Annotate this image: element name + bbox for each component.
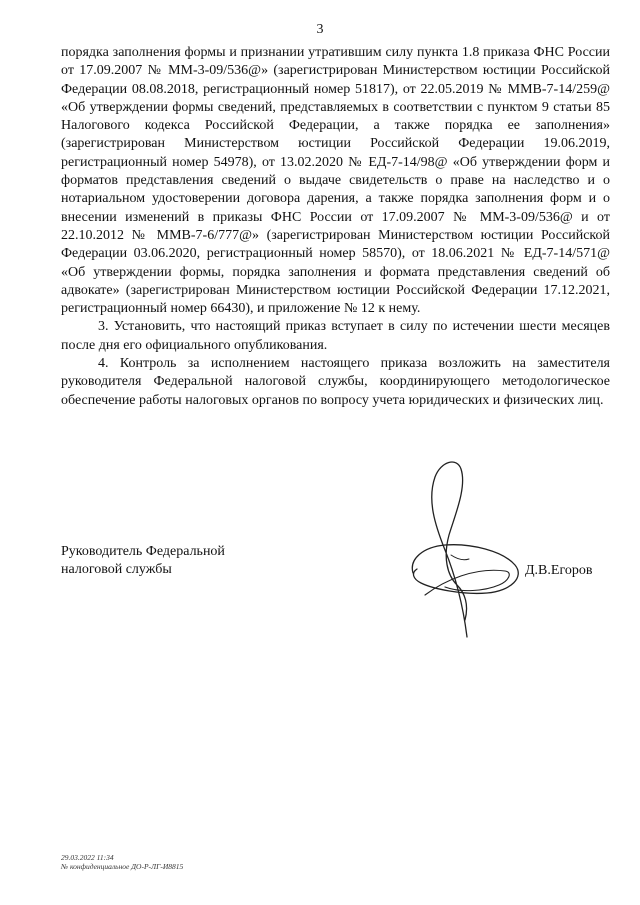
page-number: 3 xyxy=(316,22,324,37)
document-body xyxy=(61,44,610,410)
document-footer xyxy=(61,853,183,871)
footer-doc-ref: № конфиденциальное ДО-Р-ЛГ-И8815 xyxy=(61,862,184,871)
position-line-1: Руководитель Федеральной xyxy=(61,544,225,559)
signatory-name: Д.В.Егоров xyxy=(525,563,593,578)
handwritten-signature-icon xyxy=(405,455,530,640)
footer-timestamp: 29.03.2022 11:34 xyxy=(61,853,114,862)
position-line-2: налоговой службы xyxy=(61,562,172,578)
signatory-position xyxy=(61,543,225,580)
paragraph-item-4: 4. Контроль за исполнением настоящего приказа возложить на заместителя руководителя Федеральной налоговой службы, координирующего методологическое обеспечение работы налоговых органов по вопросу учета юридических и физических лиц. xyxy=(61,356,610,408)
paragraph-continuation: порядка заполнения формы и признании утратившим силу пункта 1.8 приказа ФНС России от 17.09.2007 № ММ-3-09/536@» (зарегистрирован Министерством юстиции Российской Федерации 08.08.2018, регистрационный номер 51817), от 22.05.2019 № ММВ-7-14/259@ «Об утверждении формы сведений, представляемых в соответствии с пунктом 9 статьи 85 Налогового кодекса Российской Федерации, а также порядка ее заполнения» (зарегистрирован Министерством юстиции Российской Федерации 19.06.2019, регистрационный номер 54978), от 13.02.2020 № ЕД-7-14/98@ «Об утверждении форм и форматов представления сведений о выдаче свидетельств о праве на наследство и о нотариальном удостоверении договора дарения, а также порядка заполнения форм и о внесении изменений в приказы ФНС России от 17.09.2007 № ММ-3-09/536@ и от 22.10.2012 № ММВ-7-6/777@» (зарегистрирован Министерством юстиции Российской Федерации 03.06.2020, регистрационный номер 58570), от 18.06.2021 № ЕД-7-14/571@ «Об утверждении формы, порядка заполнения и формата представления сведений об адвокате» (зарегистрирован Министерством юстиции Российской Федерации 17.12.2021, регистрационный номер 66430), и приложение № 12 к нему. xyxy=(61,45,610,317)
paragraph-item-3: 3. Установить, что настоящий приказ вступает в силу по истечении шести месяцев после дня его официального опубликования. xyxy=(61,319,610,353)
